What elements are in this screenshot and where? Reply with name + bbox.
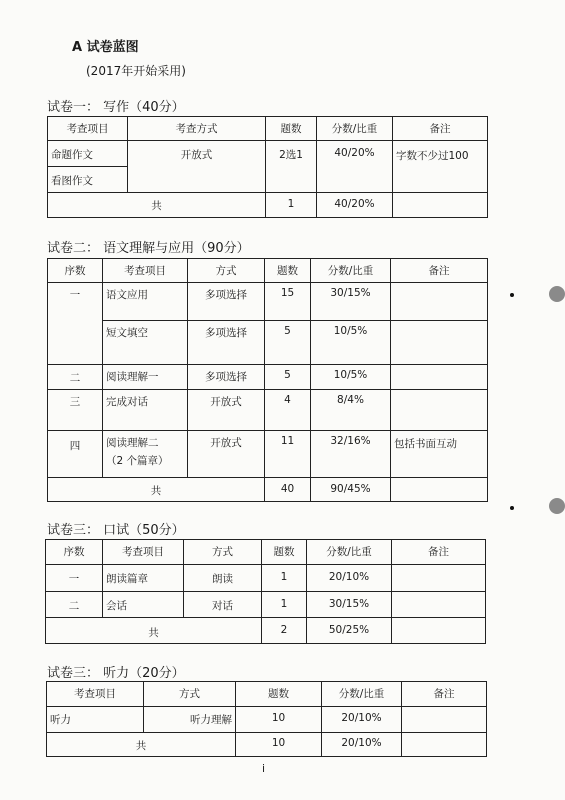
note-cell bbox=[392, 618, 486, 644]
scan-dot bbox=[510, 506, 514, 510]
note-cell: 字数不少过100 bbox=[393, 141, 488, 193]
punch-hole bbox=[549, 498, 565, 514]
method-cell: 对话 bbox=[184, 592, 262, 618]
paper4-heading: 试卷三： 听力（20分） bbox=[47, 666, 185, 681]
total-row bbox=[48, 193, 488, 218]
table-row bbox=[48, 283, 488, 321]
table-row bbox=[48, 365, 488, 390]
total-row bbox=[46, 618, 486, 644]
table-row bbox=[46, 565, 486, 592]
item-cell: 看图作文 bbox=[48, 167, 128, 193]
score-cell: 40/20% bbox=[317, 141, 393, 193]
header-cell: 考查项目 bbox=[47, 682, 144, 707]
total-label: 共 bbox=[46, 618, 262, 644]
total-row bbox=[48, 478, 488, 502]
header-cell: 备注 bbox=[402, 682, 487, 707]
method-cell: 多项选择 bbox=[188, 365, 265, 390]
note-cell bbox=[402, 707, 487, 733]
method-cell: 开放式 bbox=[128, 141, 266, 193]
row-number: 三 bbox=[48, 390, 103, 431]
total-score: 90/45% bbox=[311, 478, 391, 502]
total-score: 40/20% bbox=[317, 193, 393, 218]
paper3-heading: 试卷三： 口试（50分） bbox=[47, 523, 185, 538]
count-cell: 10 bbox=[236, 707, 322, 733]
count-cell: 5 bbox=[265, 321, 311, 365]
note-cell: 包括书面互动 bbox=[391, 431, 488, 478]
header-cell: 题数 bbox=[266, 117, 317, 141]
page-subtitle: (2017年开始采用) bbox=[86, 64, 186, 78]
count-cell: 5 bbox=[265, 365, 311, 390]
header-cell: 方式 bbox=[144, 682, 236, 707]
note-cell bbox=[402, 733, 487, 757]
row-number: 二 bbox=[46, 592, 103, 618]
method-cell: 朗读 bbox=[184, 565, 262, 592]
method-cell: 听力理解 bbox=[144, 707, 236, 733]
row-number: 一 bbox=[46, 565, 103, 592]
header-cell: 备注 bbox=[392, 540, 486, 565]
method-cell: 多项选择 bbox=[188, 321, 265, 365]
header-cell: 分数/比重 bbox=[311, 259, 391, 283]
header-cell: 序数 bbox=[48, 259, 103, 283]
header-cell: 题数 bbox=[262, 540, 307, 565]
total-score: 50/25% bbox=[307, 618, 392, 644]
header-cell: 考查项目 bbox=[48, 117, 128, 141]
total-label: 共 bbox=[48, 193, 266, 218]
score-cell: 10/5% bbox=[311, 321, 391, 365]
item-cell bbox=[103, 431, 188, 478]
count-cell: 2选1 bbox=[266, 141, 317, 193]
page-number: i bbox=[262, 762, 266, 775]
table-row bbox=[48, 390, 488, 431]
note-cell bbox=[392, 592, 486, 618]
header-cell: 备注 bbox=[393, 117, 488, 141]
total-count: 2 bbox=[262, 618, 307, 644]
count-cell: 1 bbox=[262, 592, 307, 618]
paper3-table bbox=[45, 539, 486, 644]
header-cell: 题数 bbox=[265, 259, 311, 283]
total-count: 10 bbox=[236, 733, 322, 757]
note-cell bbox=[391, 283, 488, 321]
scan-dot bbox=[510, 293, 514, 297]
header-cell: 分数/比重 bbox=[322, 682, 402, 707]
header-cell: 考查项目 bbox=[103, 540, 184, 565]
table-header-row bbox=[47, 682, 487, 707]
total-label: 共 bbox=[48, 478, 265, 502]
header-cell: 题数 bbox=[236, 682, 322, 707]
paper1-table bbox=[47, 116, 488, 218]
count-cell: 1 bbox=[262, 565, 307, 592]
item-cell: 语文应用 bbox=[103, 283, 188, 321]
header-cell: 序数 bbox=[46, 540, 103, 565]
item-cell: 朗读篇章 bbox=[103, 565, 184, 592]
total-label: 共 bbox=[47, 733, 236, 757]
item-cell: 完成对话 bbox=[103, 390, 188, 431]
score-cell: 30/15% bbox=[307, 592, 392, 618]
total-count: 40 bbox=[265, 478, 311, 502]
score-cell: 20/10% bbox=[322, 707, 402, 733]
total-row bbox=[47, 733, 487, 757]
note-cell bbox=[392, 565, 486, 592]
table-row bbox=[47, 707, 487, 733]
header-cell: 备注 bbox=[391, 259, 488, 283]
row-number: 二 bbox=[48, 365, 103, 390]
score-cell: 32/16% bbox=[311, 431, 391, 478]
item-cell: 命题作文 bbox=[48, 141, 128, 167]
table-row bbox=[48, 321, 488, 365]
header-cell: 方式 bbox=[184, 540, 262, 565]
punch-hole bbox=[549, 286, 565, 302]
paper1-heading: 试卷一： 写作（40分） bbox=[47, 100, 185, 115]
row-number: 一 bbox=[48, 283, 103, 365]
score-cell: 30/15% bbox=[311, 283, 391, 321]
header-cell: 方式 bbox=[188, 259, 265, 283]
table-row bbox=[48, 141, 488, 167]
paper4-table bbox=[46, 681, 487, 757]
table-row bbox=[46, 592, 486, 618]
header-cell: 分数/比重 bbox=[317, 117, 393, 141]
item-sublabel: （2 个篇章） bbox=[106, 455, 169, 467]
note-cell bbox=[391, 365, 488, 390]
paper2-table bbox=[47, 258, 488, 502]
item-cell: 阅读理解一 bbox=[103, 365, 188, 390]
item-cell: 听力 bbox=[47, 707, 144, 733]
page-title: A 试卷蓝图 bbox=[72, 40, 139, 55]
score-cell: 10/5% bbox=[311, 365, 391, 390]
method-cell: 多项选择 bbox=[188, 283, 265, 321]
note-cell bbox=[393, 193, 488, 218]
note-cell bbox=[391, 478, 488, 502]
header-cell: 分数/比重 bbox=[307, 540, 392, 565]
total-count: 1 bbox=[266, 193, 317, 218]
method-cell: 开放式 bbox=[188, 431, 265, 478]
count-cell: 15 bbox=[265, 283, 311, 321]
table-header-row bbox=[46, 540, 486, 565]
item-cell: 会话 bbox=[103, 592, 184, 618]
count-cell: 11 bbox=[265, 431, 311, 478]
item-cell: 短文填空 bbox=[103, 321, 188, 365]
method-cell: 开放式 bbox=[188, 390, 265, 431]
header-cell: 考查项目 bbox=[103, 259, 188, 283]
note-cell bbox=[391, 390, 488, 431]
table-header-row bbox=[48, 117, 488, 141]
score-cell: 20/10% bbox=[307, 565, 392, 592]
score-cell: 8/4% bbox=[311, 390, 391, 431]
paper2-heading: 试卷二： 语文理解与应用（90分） bbox=[47, 241, 250, 256]
total-score: 20/10% bbox=[322, 733, 402, 757]
header-cell: 考查方式 bbox=[128, 117, 266, 141]
count-cell: 4 bbox=[265, 390, 311, 431]
table-header-row bbox=[48, 259, 488, 283]
item-label: 阅读理解二 bbox=[106, 437, 159, 449]
row-number: 四 bbox=[48, 431, 103, 478]
note-cell bbox=[391, 321, 488, 365]
table-row bbox=[48, 431, 488, 478]
